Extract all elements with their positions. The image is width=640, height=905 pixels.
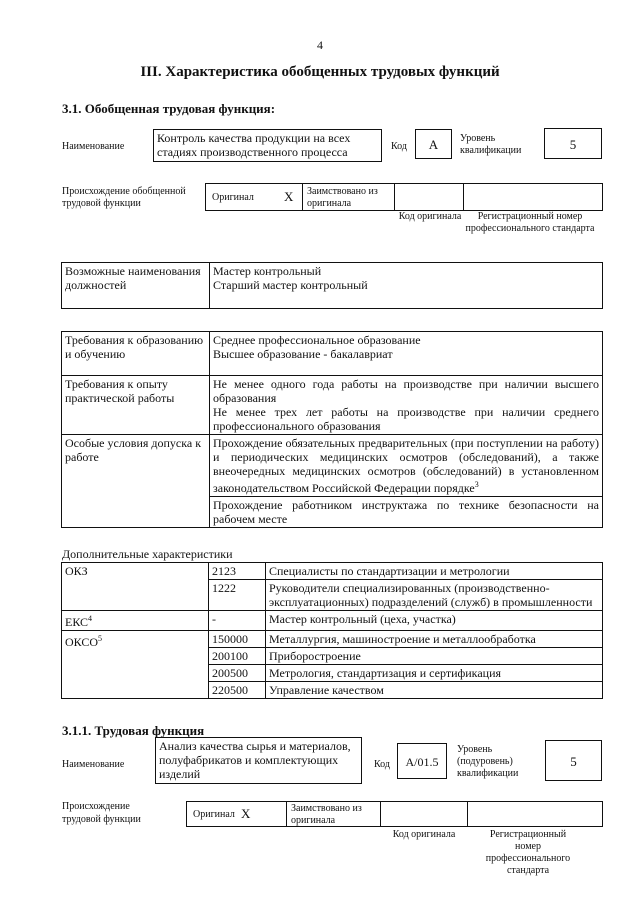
- s1-level-label: Уровень квалификации: [460, 133, 522, 156]
- s2-origin-label: Происхождение трудовой функции: [62, 801, 141, 825]
- s1-heading: 3.1. Обобщенная трудовая функция:: [62, 101, 276, 116]
- eks-label-cell: [62, 611, 209, 631]
- s1-name-value: Контроль качества продукции на всех стадиях производственного процесса: [153, 129, 382, 162]
- requirements-table: [61, 331, 603, 528]
- okso-code: 150000: [209, 631, 266, 648]
- s1-borrowed-label: Заимствовано из оригинала: [307, 186, 378, 209]
- divider: [467, 802, 468, 826]
- okso-name: Металлургия, машиностроение и металлообработка: [266, 631, 603, 648]
- edu-item: Высшее образование - бакалавриат: [213, 347, 393, 361]
- eks-code: -: [209, 611, 266, 631]
- s2-heading: 3.1.1. Трудовая функция: [62, 723, 205, 738]
- positions-values: [210, 263, 603, 309]
- s1-name-label: Наименование: [62, 141, 125, 152]
- okz-name: Специалисты по стандартизации и метрологии: [266, 563, 603, 580]
- s2-level-label: Уровень (подуровень) квалификации: [457, 744, 519, 779]
- s2-name-value: Анализ качества сырья и материалов, полуфабрикатов и комплектующих изделий: [155, 737, 362, 784]
- s1-origin-box: [205, 183, 603, 211]
- exp-label: Требования к опыту практической работы: [62, 376, 210, 435]
- s2-name-label: Наименование: [62, 759, 125, 770]
- okso-name: Управление качеством: [266, 682, 603, 699]
- divider: [380, 802, 381, 826]
- okso-name: Приборостроение: [266, 648, 603, 665]
- okz-name: Руководители специализированных (производственно-эксплуатационных) подразделений (служб) в промышленности: [266, 580, 603, 611]
- edu-item: Среднее профессиональное образование: [213, 333, 421, 347]
- s2-original-label: Оригинал: [193, 809, 235, 820]
- okz-code: 2123: [209, 563, 266, 580]
- edu-label: Требования к образованию и обучению: [62, 332, 210, 376]
- eks-label: ЕКС: [65, 615, 89, 629]
- edu-values: [210, 332, 603, 376]
- s2-original-mark: X: [241, 806, 251, 821]
- okso-code: 200500: [209, 665, 266, 682]
- footnote-3: 3: [474, 480, 479, 489]
- s1-original-label: Оригинал: [212, 192, 254, 203]
- positions-table: [61, 262, 603, 309]
- divider: [394, 184, 395, 210]
- special-value-2: Прохождение работником инструктажа по технике безопасности на рабочем месте: [210, 497, 603, 528]
- s1-origin-label: Происхождение обобщенной трудовой функции: [62, 186, 186, 209]
- divider: [302, 184, 303, 210]
- additional-heading: Дополнительные характеристики: [62, 547, 233, 561]
- s1-code-value: А: [415, 129, 452, 159]
- page-number: 4: [317, 38, 323, 52]
- okz-label: ОКЗ: [62, 563, 209, 611]
- additional-table: [61, 562, 603, 699]
- okz-code: 1222: [209, 580, 266, 611]
- position-item: Мастер контрольный: [213, 264, 322, 278]
- exp-values: [210, 376, 603, 435]
- exp-item: Не менее трех лет работы на производстве при наличии среднего профессионального образования: [213, 405, 599, 433]
- s2-code-original: Код оригинала: [392, 829, 456, 840]
- positions-label: Возможные наименования должностей: [62, 263, 210, 309]
- divider: [286, 802, 287, 826]
- s1-reg-number: Регистрационный номер профессионального стандарта: [465, 211, 595, 234]
- special-text-1: Прохождение обязательных предварительных (при поступлении на работу) и периодических медицинских осмотров (обследований), а также внеочередных медицинских осмотров (обследований) в установленном законодательством Российской Федерации порядке: [213, 436, 599, 495]
- s2-level-value: 5: [545, 740, 602, 781]
- divider: [463, 184, 464, 210]
- s1-level-value: 5: [544, 128, 602, 159]
- special-value-1: [210, 435, 603, 497]
- footnote-5: 5: [98, 634, 103, 643]
- eks-name: Мастер контрольный (цеха, участка): [266, 611, 603, 631]
- s1-code-label: Код: [391, 141, 407, 152]
- s2-code-value: A/01.5: [397, 743, 447, 779]
- s1-code-original: Код оригинала: [398, 211, 462, 222]
- special-label: Особые условия допуска к работе: [62, 435, 210, 528]
- okso-name: Метрология, стандартизация и сертификация: [266, 665, 603, 682]
- okso-code: 200100: [209, 648, 266, 665]
- section-title: III. Характеристика обобщенных трудовых функций: [140, 64, 500, 80]
- okso-code: 220500: [209, 682, 266, 699]
- okso-label-cell: [62, 631, 209, 699]
- s2-reg-number: Регистрационный номер профессионального стандарта: [485, 829, 571, 876]
- s2-origin-box: [186, 801, 603, 827]
- s1-original-mark: X: [284, 189, 294, 204]
- position-item: Старший мастер контрольный: [213, 278, 368, 292]
- s2-borrowed-label: Заимствовано из оригинала: [291, 803, 362, 826]
- exp-item: Не менее одного года работы на производстве при наличии высшего образования: [213, 377, 599, 405]
- okso-label: ОКСО: [65, 635, 99, 649]
- s2-code-label: Код: [374, 759, 390, 770]
- footnote-4: 4: [88, 614, 93, 623]
